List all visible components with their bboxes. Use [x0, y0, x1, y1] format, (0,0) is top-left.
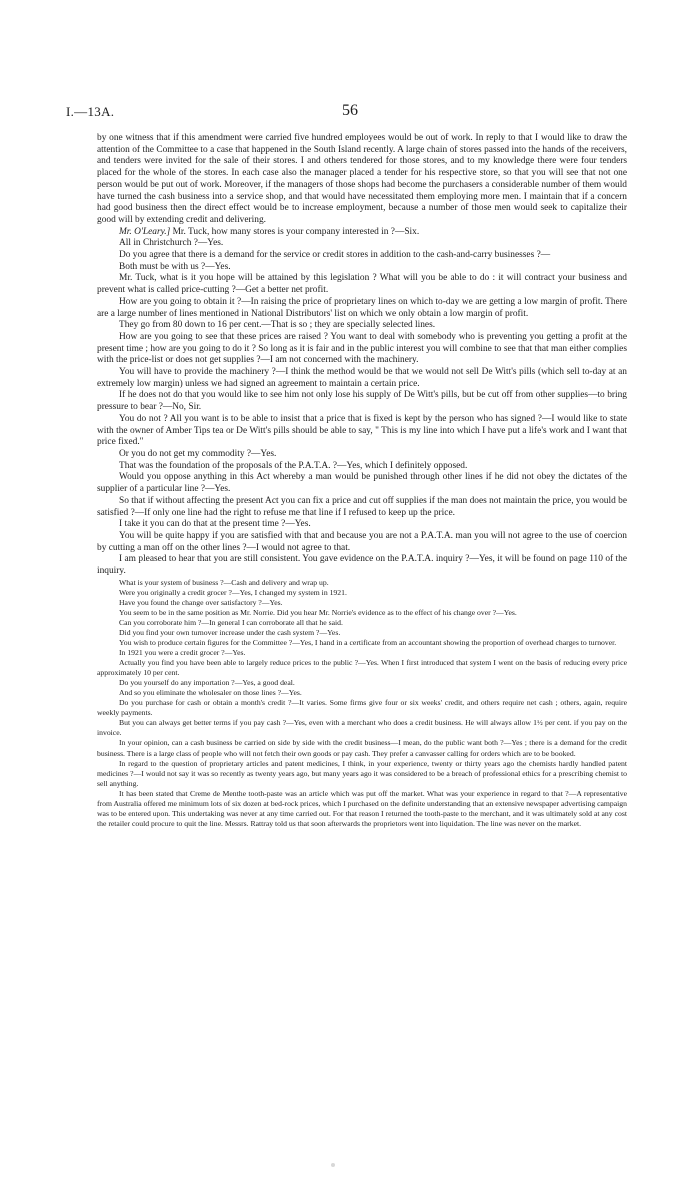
document-reference: I.—13A.: [66, 104, 115, 119]
paragraph: [97, 238, 627, 250]
paragraph: [97, 250, 627, 262]
paragraph: [97, 618, 627, 628]
paragraph-text: Mr. Tuck, how many stores is your company interested in ?—Six.: [170, 226, 420, 237]
paragraph: [97, 554, 627, 577]
paragraph: [97, 608, 627, 618]
paragraph: [97, 414, 627, 449]
paragraph-text: Would you oppose anything in this Act whereby a man would be punished through other lines if he did not obey the dictates of the supplier of a particular line ?—Yes.: [97, 472, 627, 495]
paragraph-text: In your opinion, can a cash business be carried on side by side with the credit business—I mean, do the public want both ?—Yes ; there is a demand for the credit business. There is a large class of people who will not fetch their own goods or pay cash. They prefer a canvasser calling for orders which are to be booked.: [97, 738, 627, 758]
paragraph: [97, 273, 627, 296]
paragraph-text: But you can always get better terms if you pay cash ?—Yes, even with a merchant who does a credit business. He will always allow 1½ per cent. if you pay on the invoice.: [97, 718, 627, 738]
paragraph: [97, 367, 627, 390]
paragraph-text: How are you going to obtain it ?—In raising the price of proprietary lines on which to-day we are getting a low margin of profit. There are a large number of lines mentioned in National Distributors' list on which we only obtain a low margin of profit.: [97, 296, 627, 319]
paragraph-text: Have you found the change over satisfactory ?—Yes.: [119, 597, 283, 607]
paragraph-text: Actually you find you have been able to largely reduce prices to the public ?—Yes. When I first introduced that system I went on the basis of reducing every price approximately 10 per cent.: [97, 658, 627, 678]
speaker-name: Mr. O'Leary.]: [119, 226, 171, 237]
paragraph: [97, 461, 627, 473]
paragraph: [97, 531, 627, 554]
paragraph-text: That was the foundation of the proposals of the P.A.T.A. ?—Yes, which I definitely opposed.: [119, 460, 468, 471]
paragraph: [97, 390, 627, 413]
paragraph-text: Did you find your own turnover increase under the cash system ?—Yes.: [119, 627, 341, 637]
paragraph: [97, 227, 627, 239]
paragraph: [97, 688, 627, 698]
paragraph: [97, 598, 627, 608]
paragraph: [97, 759, 627, 789]
paragraph: [97, 578, 627, 588]
paragraph: [97, 133, 627, 227]
paragraph-text: Both must be with us ?—Yes.: [119, 261, 231, 272]
paragraph-text: All in Christchurch ?—Yes.: [119, 238, 224, 249]
page-number: 56: [342, 102, 358, 119]
paragraph-text: In regard to the question of proprietary articles and patent medicines, I think, in your experience, twenty or thirty years ago the chemists hardly handled patent medicines ?—I would not say it was so recently as twenty years ago, but many years ago it was considered to be a breach of professional ethics for a prescribing chemist to sell anything.: [97, 758, 627, 788]
paragraph-text: I take it you can do that at the present time ?—Yes.: [119, 519, 311, 530]
paragraph: [97, 678, 627, 688]
paragraph-text: Do you purchase for cash or obtain a month's credit ?—It varies. Some firms give four or six weeks' credit, and others require net cash ; others, again, require weekly payments.: [97, 698, 627, 718]
document-body: [97, 133, 627, 829]
paragraph-text: You wish to produce certain figures for the Committee ?—Yes, I hand in a certificate from an accountant showing the proportion of overhead charges to turnover.: [119, 638, 617, 647]
paragraph-text: You will be quite happy if you are satisfied with that and because you are not a P.A.T.A. man you will not agree to the use of coercion by cutting a man off on the other lines ?—I would not agree to that.: [97, 530, 627, 553]
paragraph: [97, 449, 627, 461]
paragraph: [97, 472, 627, 495]
paragraph-text: Or you do not get my commodity ?—Yes.: [119, 448, 277, 459]
evidence-large-section: [97, 133, 627, 578]
paragraph-text: If he does not do that you would like to see him not only lose his supply of De Witt's pills, but be cut off from other supplies—to bring pressure to bear ?—No, Sir.: [97, 390, 627, 413]
paragraph-text: Can you corroborate him ?—In general I can corroborate all that he said.: [119, 617, 343, 627]
paragraph-text: You seem to be in the same position as Mr. Norrie. Did you hear Mr. Norrie's evidence as to the effect of his change over ?—Yes.: [119, 607, 517, 617]
paragraph: [97, 738, 627, 758]
paragraph: [97, 519, 627, 531]
paragraph: [97, 789, 627, 829]
paragraph: [97, 628, 627, 638]
paragraph-text: And so you eliminate the wholesaler on those lines ?—Yes.: [119, 688, 302, 698]
paragraph-text: You will have to provide the machinery ?—I think the method would be that we would not sell De Witt's pills (which sell to-day at an extremely low margin) unless we had signed an agreement to maintain a certain price.: [97, 367, 627, 389]
page-header: [0, 104, 700, 124]
paragraph: [97, 718, 627, 738]
page-blemish-dot: [331, 1163, 335, 1167]
paragraph-text: So that if without affecting the present Act you can fix a price and cut off supplies if the man does not maintain the price, you would be satisfied ?—If only one line had the right to refuse me that line if I refused to keep up the price.: [97, 495, 627, 518]
paragraph: [97, 698, 627, 718]
paragraph-text: How are you going to see that these prices are raised ? You want to deal with somebody who is preventing you getting a profit at the present time ; how are you going to do it ? So long as it is fair and in the public interest you will combine to see that that man either complies with the price-list or does not get supplies ?—I am not concerned with the machinery.: [97, 331, 627, 366]
paragraph-text: Do you agree that there is a demand for the service or credit stores in addition to the cash-and-carry businesses ?—: [119, 250, 551, 261]
paragraph-text: Do you yourself do any importation ?—Yes, a good deal.: [119, 678, 295, 688]
paragraph-text: Were you originally a credit grocer ?—Yes, I changed my system in 1921.: [119, 587, 347, 597]
paragraph: [97, 658, 627, 678]
paragraph: [97, 496, 627, 519]
paragraph: [97, 320, 627, 332]
paragraph-text: You do not ? All you want is to be able to insist that a price that is fixed is kept by the person who has signed ?—I would like to state with the owner of Amber Tips tea or De Witt's pills should be able to say, " This is my line into which I have put a life's work and I want that price fixed.": [97, 413, 627, 448]
paragraph: [97, 648, 627, 658]
paragraph-text: by one witness that if this amendment were carried five hundred employees would be out of work. In reply to that I would like to draw the attention of the Committee to a case that happened in the South Island recently. A large chain of stores passed into the hands of the receivers, and tenders were invited for the sale of their stores. I and others tendered for those stores, and to my knowledge there were four tenders placed for the whole of the stores. In each case also the manager placed a tender for his respective store, so that you will see that not one person would be put out of work. Moreover, if the managers of those shops had become the purchasers a considerable number of them would have turned the cash business into a service shop, and that would have necessitated them employing more men. I maintain that if a concern had good business then the direct effect would be to increase employment, because a number of those men would seek to capitalize their good will by extending credit and delivering.: [97, 133, 627, 225]
paragraph-text: They go from 80 down to 16 per cent.—That is so ; they are specially selected lines.: [119, 320, 436, 331]
paragraph-text: In 1921 you were a credit grocer ?—Yes.: [119, 648, 246, 658]
paragraph: [97, 297, 627, 320]
paragraph-text: I am pleased to hear that you are still consistent. You gave evidence on the P.A.T.A. inquiry ?—Yes, it will be found on page 110 of the inquiry.: [97, 554, 627, 577]
paragraph-text: Mr. Tuck, what is it you hope will be attained by this legislation ? What will you be able to do : it will contract your business and prevent what is called price-cutting ?—Get a better net profit.: [97, 273, 627, 296]
paragraph-text: It has been stated that Creme de Menthe tooth-paste was an article which was put off the market. What was your experience in regard to that ?—A representative from Australia offered me minimum lots of six dozen at bed-rock prices, which I purchased on the definite understanding that an extensive newspaper advertising campaign was to be entered upon. This undertaking was never at any time carried out. For that reason I returned the tooth-paste to the merchant, and it was ultimately sold at any cost the retailer could procure to quit the line. Messrs. Rattray told us that soon afterwards the proprietors went into liquidation. The line was never on the market.: [97, 788, 627, 828]
evidence-small-section: [97, 578, 627, 829]
paragraph: [97, 588, 627, 598]
paragraph: [97, 638, 627, 648]
paragraph-text: What is your system of business ?—Cash and delivery and wrap up.: [119, 577, 329, 587]
paragraph: [97, 332, 627, 367]
paragraph: [97, 262, 627, 274]
